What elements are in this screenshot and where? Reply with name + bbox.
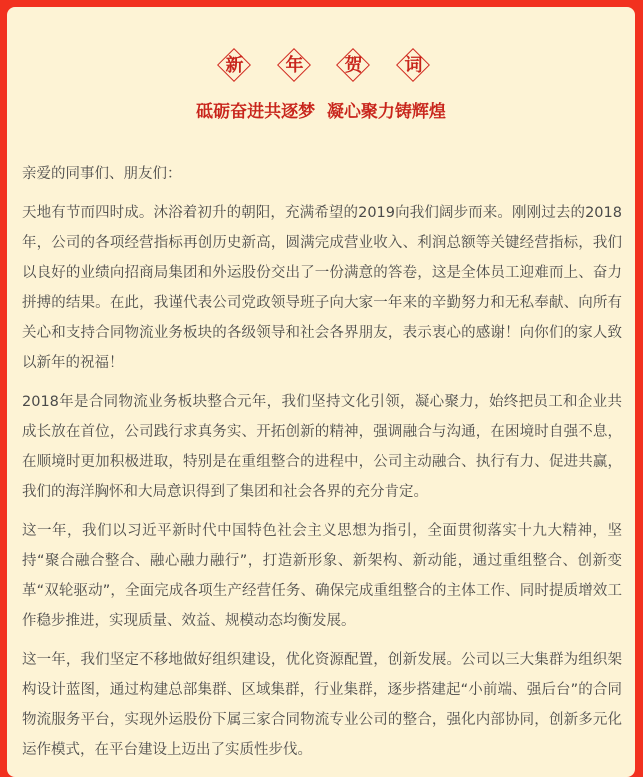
title-diamond [276, 47, 313, 84]
letter-card [7, 7, 635, 777]
title-char: 词 [404, 55, 423, 76]
title-char: 年 [285, 55, 304, 76]
title-diamond [335, 47, 372, 84]
title-row [7, 43, 635, 89]
title-char: 新 [225, 55, 244, 76]
paragraph: 这一年，我们以习近平新时代中国特色社会主义思想为指引，全面贯彻落实十九大精神，坚持“聚合融合整合、融心融力融行”，打造新形象、新架构、新动能，通过重组整合、创新变革“双轮驱动”，全面完成各项生产经营任务、确保完成重组整合的主体工作、同时提质增效工作稳步推进，实现质量、效益、规模动态均衡发展。 [22, 523, 622, 629]
subtitle: 砥砺奋进共逐梦 凝心聚力铸辉煌 [196, 102, 446, 122]
paragraph: 2018年是合同物流业务板块整合元年，我们坚持文化引领，凝心聚力，始终把员工和企业共成长放在首位，公司践行求真务实、开拓创新的精神，强调融合与沟通，在困境时自强不息，在顺境时更加积极进取，特别是在重组整合的进程中，公司主动融合、执行有力、促进共赢，我们的海洋胸怀和大局意识得到了集团和社会各界的充分肯定。 [22, 394, 622, 500]
greeting: 亲爱的同事们、朋友们： [22, 166, 182, 182]
paragraph: 天地有节而四时成。沐浴着初升的朝阳，充满希望的2019向我们阔步而来。刚刚过去的2018年，公司的各项经营指标再创历史新高，圆满完成营业收入、利润总额等关键经营指标，我们以良好的业绩向招商局集团和外运股份交出了一份满意的答卷，这是全体员工迎难而上、奋力拼搏的结果。在此，我谨代表公司党政领导班子向大家一年来的辛勤努力和无私奉献、向所有关心和支持合同物流业务板块的各级领导和社会各界朋友，表示衷心的感谢！向你们的家人致以新年的祝福！ [22, 205, 622, 371]
title-char: 贺 [344, 55, 363, 76]
paragraph: 这一年，我们坚定不移地做好组织建设，优化资源配置，创新发展。公司以三大集群为组织架构设计蓝图，通过构建总部集群、区域集群，行业集群，逐步搭建起“小前端、强后台”的合同物流服务平台，实现外运股份下属三家合同物流专业公司的整合，强化内部协同，创新多元化运作模式，在平台建设上迈出了实质性步伐。 [22, 652, 622, 758]
letter-body [22, 159, 622, 774]
title-diamond [395, 47, 432, 84]
title-diamond [216, 47, 253, 84]
